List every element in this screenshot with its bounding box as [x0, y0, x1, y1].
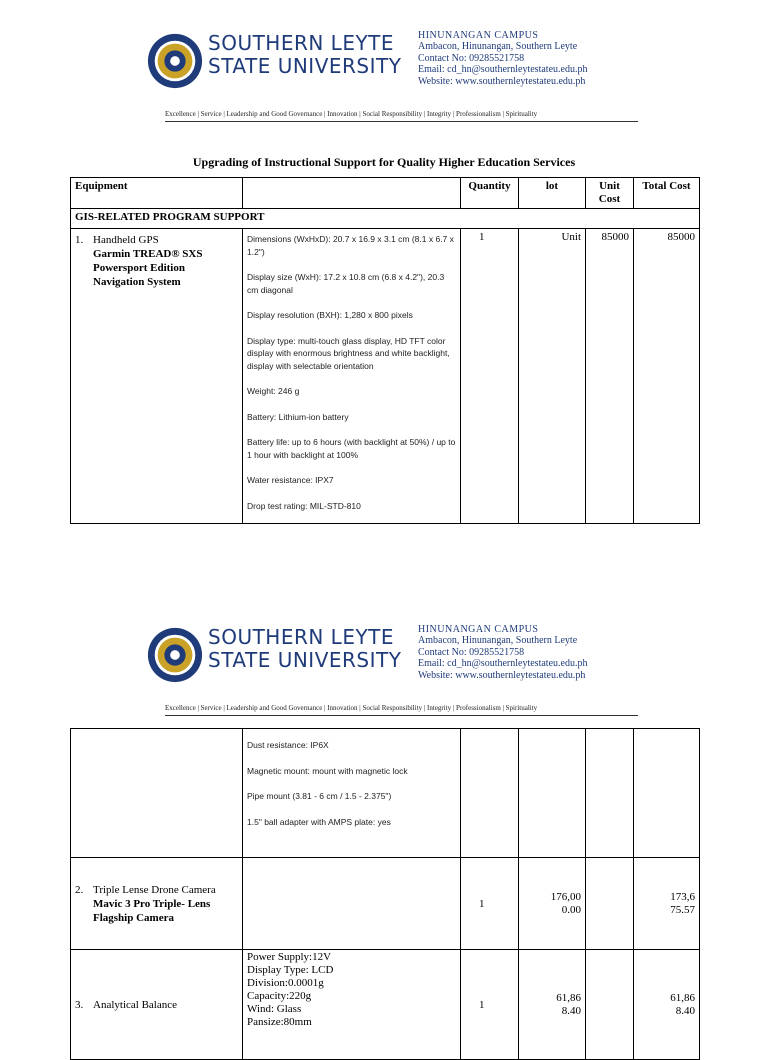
item-model: Navigation System	[93, 276, 181, 288]
item-equipment	[71, 950, 243, 1060]
section-row	[71, 209, 700, 229]
header-quantity: Quantity	[461, 178, 519, 209]
item-specs: Power Supply:12V Display Type: LCD Division:0.0001g Capacity:220g Wind: Glass Pansize:80mm	[243, 950, 461, 1060]
item-total-cost: 173,6 75.57	[634, 858, 700, 950]
item-equipment	[71, 229, 243, 524]
item-unit-cost	[586, 950, 634, 1060]
item-quantity: 1	[461, 950, 519, 1060]
header-total-cost: Total Cost	[634, 178, 700, 209]
item-name: Analytical Balance	[93, 998, 177, 1011]
item-specs: Dimensions (WxHxD): 20.7 x 16.9 x 3.1 cm (8.1 x 6.7 x 1.2") Display size (WxH): 17.2 x 10.8 cm (6.8 x 4.2"), 20.3 cm diagonal Display resolution (BXH): 1,280 x 800 pixels Display type: multi-touch glass display, HD TFT color display with enormous brightness and white backlight, display with selectable orientation Weight: 246 g Battery: Lithium-ion battery Battery life: up to 6 hours (with backlight at 50%) / up to 1 hour with backlight at 100% Water resistance: IPX7 Drop test rating: MIL-STD-810	[243, 229, 461, 524]
section-title: GIS-RELATED PROGRAM SUPPORT	[71, 209, 700, 229]
divider	[165, 121, 638, 122]
item-name: Triple Lense Drone Camera	[93, 883, 216, 896]
item-quantity: 1	[461, 229, 519, 524]
item-quantity	[461, 729, 519, 858]
item-total-cost: 61,86 8.40	[634, 950, 700, 1060]
item-model: Garmin TREAD® SXS	[93, 248, 203, 260]
campus-info: HINUNANGAN CAMPUS Ambacon, Hinunangan, Southern Leyte Contact No: 09285521758 Email: cd_hn@southernleytestateu.edu.ph Website: www.southernleytestateu.edu.ph	[418, 624, 588, 681]
item-lot: Unit	[519, 229, 586, 524]
item-number: 2.	[75, 883, 84, 896]
table-row	[71, 229, 700, 524]
university-seal-icon	[146, 626, 204, 684]
university-name: SOUTHERN LEYTE STATE UNIVERSITY	[208, 31, 402, 78]
header-equipment: Equipment	[71, 178, 243, 209]
item-lot: 61,86 8.40	[519, 950, 586, 1060]
item-specs: Dust resistance: IP6X Magnetic mount: mount with magnetic lock Pipe mount (3.81 - 6 cm / 1.5 - 2.375") 1.5" ball adapter with AMPS plate: yes	[243, 729, 461, 858]
equipment-table-continued	[70, 728, 700, 1060]
item-total-cost: 85000	[634, 229, 700, 524]
item-equipment	[71, 858, 243, 950]
item-unit-cost	[586, 729, 634, 858]
table-row	[71, 858, 700, 950]
item-equipment	[71, 729, 243, 858]
motto: Excellence | Service | Leadership and Good Governance | Innovation | Social Responsibility | Integrity | Professionalism | Spirituality	[165, 704, 538, 712]
item-number: 3.	[75, 998, 84, 1011]
campus-info: HINUNANGAN CAMPUS Ambacon, Hinunangan, Southern Leyte Contact No: 09285521758 Email: cd_hn@southernleytestateu.edu.ph Website: www.southernleytestateu.edu.ph	[418, 30, 588, 87]
item-lot	[519, 729, 586, 858]
header-lot: lot	[519, 178, 586, 209]
item-lot: 176,00 0.00	[519, 858, 586, 950]
item-model: Mavic 3 Pro Triple- Lens	[93, 897, 211, 910]
table-header-row	[71, 178, 700, 209]
item-specs	[243, 858, 461, 950]
item-total-cost	[634, 729, 700, 858]
item-model: Powersport Edition	[93, 262, 185, 274]
equipment-table	[70, 177, 700, 524]
item-number: 1.	[75, 234, 84, 246]
table-row	[71, 950, 700, 1060]
item-name: Handheld GPS	[93, 234, 159, 246]
item-unit-cost: 85000	[586, 229, 634, 524]
item-quantity: 1	[461, 858, 519, 950]
motto: Excellence | Service | Leadership and Good Governance | Innovation | Social Responsibility | Integrity | Professionalism | Spirituality	[165, 110, 538, 118]
item-model: Flagship Camera	[93, 911, 174, 924]
page-title: Upgrading of Instructional Support for Quality Higher Education Services	[192, 155, 576, 169]
letterhead	[140, 624, 640, 714]
table-row	[71, 729, 700, 858]
item-unit-cost	[586, 858, 634, 950]
university-name: SOUTHERN LEYTE STATE UNIVERSITY	[208, 625, 402, 672]
header-blank	[243, 178, 461, 209]
divider	[165, 715, 638, 716]
letterhead	[140, 30, 640, 120]
header-unit-cost: Unit Cost	[586, 178, 634, 209]
university-seal-icon	[146, 32, 204, 90]
